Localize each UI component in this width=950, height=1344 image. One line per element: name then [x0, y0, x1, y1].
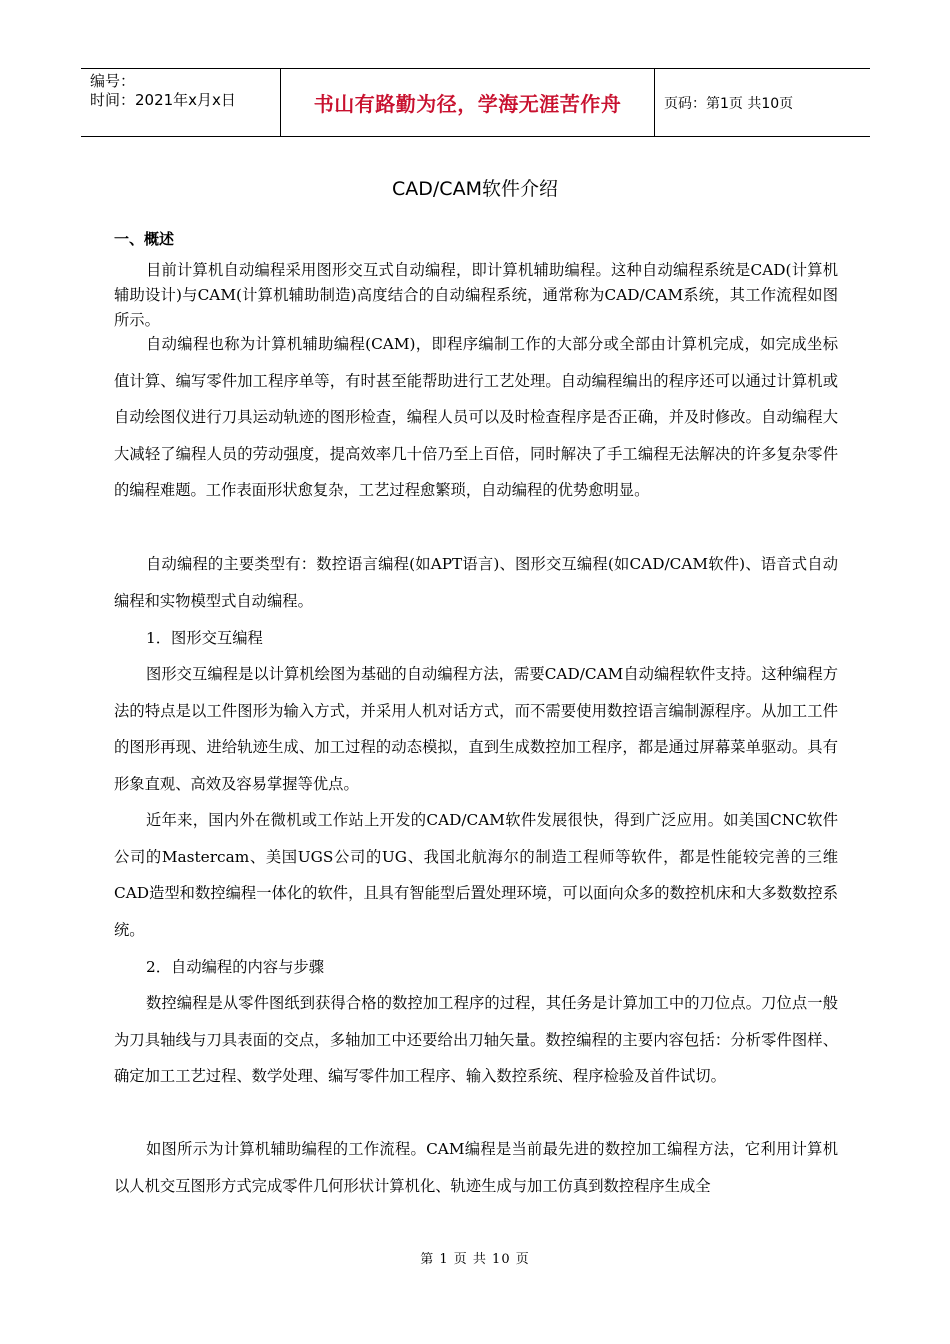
subheading-2: 2．自动编程的内容与步骤 — [146, 958, 324, 976]
page-footer: 第 1 页 共 10 页 — [420, 1252, 530, 1267]
section-heading: 一、概述 — [114, 230, 175, 248]
paragraph-4: 图形交互编程是以计算机绘图为基础的自动编程方法，需要CAD/CAM自动编程软件支持。这种编程方法的特点是以工件图形为输入方式，并采用人机对话方式，而不需要使用数控语言编制源程序。从加工工件的图形再现、进给轨迹生成、加工过程的动态模拟，直到生成数控加工程序，都是通过屏幕菜单驱动。具有形象直观、高效及容易掌握等优点。 — [114, 665, 838, 793]
paragraph-5: 近年来，国内外在微机或工作站上开发的CAD/CAM软件发展很快，得到广泛应用。如美国CNC软件公司的Mastercam、美国UGS公司的UG、我国北航海尔的制造工程师等软件，都是性能较完善的三维CAD造型和数控编程一体化的软件，且具有智能型后置处理环境，可以面向众多的数控机床和大多数数控系统。 — [114, 811, 838, 939]
paragraph-2: 自动编程也称为计算机辅助编程(CAM)，即程序编制工作的大部分或全部由计算机完成，如完成坐标值计算、编写零件加工程序单等，有时甚至能帮助进行工艺处理。自动编程编出的程序还可以通过计算机或自动绘图仪进行刀具运动轨迹的图形检查，编程人员可以及时检查程序是否正确，并及时修改。自动编程大大减轻了编程人员的劳动强度，提高效率几十倍乃至上百倍，同时解决了手工编程无法解决的许多复杂零件的编程难题。工作表面形状愈复杂，工艺过程愈繁琐，自动编程的优势愈明显。 — [114, 335, 838, 499]
paragraph-1: 目前计算机自动编程采用图形交互式自动编程，即计算机辅助编程。这种自动编程系统是CAD(计算机辅助设计)与CAM(计算机辅助制造)高度结合的自动编程系统，通常称为CAD/CAM系统，其工作流程如图所示。 — [114, 261, 838, 329]
document-number: 编号： — [90, 72, 136, 90]
paragraph-3: 自动编程的主要类型有：数控语言编程(如APT语言)、图形交互编程(如CAD/CAM软件)、语音式自动编程和实物模型式自动编程。 — [114, 555, 838, 610]
subheading-1: 1．图形交互编程 — [146, 629, 263, 647]
paragraph-6: 数控编程是从零件图纸到获得合格的数控加工程序的过程，其任务是计算加工中的刀位点。刀位点一般为刀具轴线与刀具表面的交点，多轴加工中还要给出刀轴矢量。数控编程的主要内容包括：分析零件图样、确定加工工艺过程、数学处理、编写零件加工程序、输入数控系统、程序检验及首件试切。 — [114, 994, 838, 1085]
header-meta — [81, 69, 281, 136]
document-title: CAD/CAM软件介绍 — [392, 178, 558, 200]
paragraph-7: 如图所示为计算机辅助编程的工作流程。CAM编程是当前最先进的数控加工编程方法，它利用计算机以人机交互图形方式完成零件几何形状计算机化、轨迹生成与加工仿真到数控程序生成全 — [114, 1140, 838, 1195]
document-header — [81, 68, 870, 137]
header-page-info: 页码：第1页 共10页 — [664, 95, 794, 112]
document-date: 时间：2021年x月x日 — [90, 91, 236, 109]
header-motto: 书山有路勤为径，学海无涯苦作舟 — [281, 69, 655, 136]
